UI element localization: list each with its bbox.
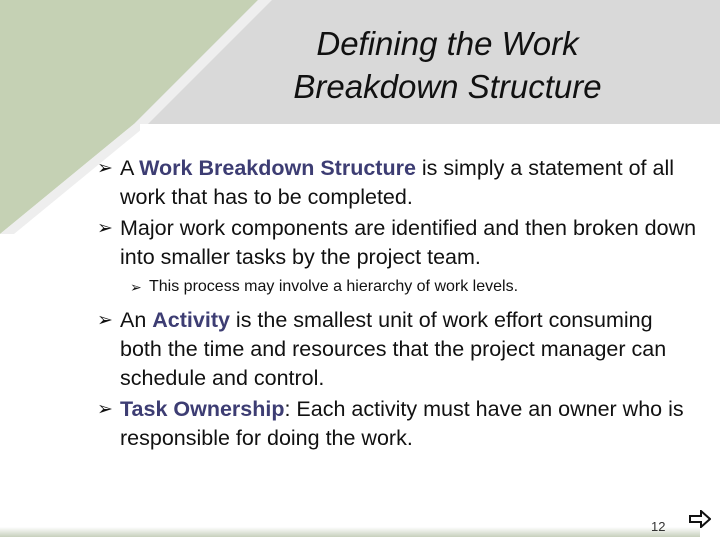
page-number: 12 — [651, 519, 666, 534]
slide-title — [250, 22, 645, 108]
arrowhead-bullet-icon: ➢ — [97, 399, 113, 420]
title-header — [0, 0, 720, 124]
title-line-2: Breakdown Structure — [293, 68, 602, 105]
sub-bullet-item — [130, 276, 697, 298]
bullet-highlight: Activity — [152, 308, 230, 332]
bullet-item — [97, 395, 697, 453]
bullet-text: A — [120, 156, 140, 180]
bullet-highlight: Task Ownership — [120, 397, 285, 421]
title-line-1: Defining the Work — [316, 25, 579, 62]
arrowhead-bullet-icon: ➢ — [97, 310, 113, 331]
bullet-highlight: Work Breakdown Structure — [139, 156, 416, 180]
bullet-list — [97, 154, 697, 455]
bullet-text: is simply a statement of all work that has to be completed. — [120, 156, 675, 209]
arrowhead-bullet-icon: ➢ — [97, 158, 113, 179]
next-slide-arrow-icon[interactable] — [689, 510, 711, 528]
bullet-item — [97, 154, 697, 212]
bullet-text: is the smallest unit of work effort consuming both the time and resources that the project manager can schedule and control. — [120, 308, 667, 390]
sub-bullet-text: This process may involve a hierarchy of work levels. — [149, 278, 519, 295]
bullet-item — [97, 306, 697, 393]
bullet-text: : Each activity must have an owner who is responsible for doing the work. — [120, 397, 684, 450]
arrowhead-bullet-icon: ➢ — [97, 218, 113, 239]
bullet-item — [97, 214, 697, 272]
bullet-text: Major work components are identified and then broken down into smaller tasks by the project team. — [120, 216, 697, 269]
footer-rule — [0, 527, 700, 537]
bullet-text: An — [120, 308, 153, 332]
arrowhead-bullet-icon: ➢ — [130, 279, 142, 295]
